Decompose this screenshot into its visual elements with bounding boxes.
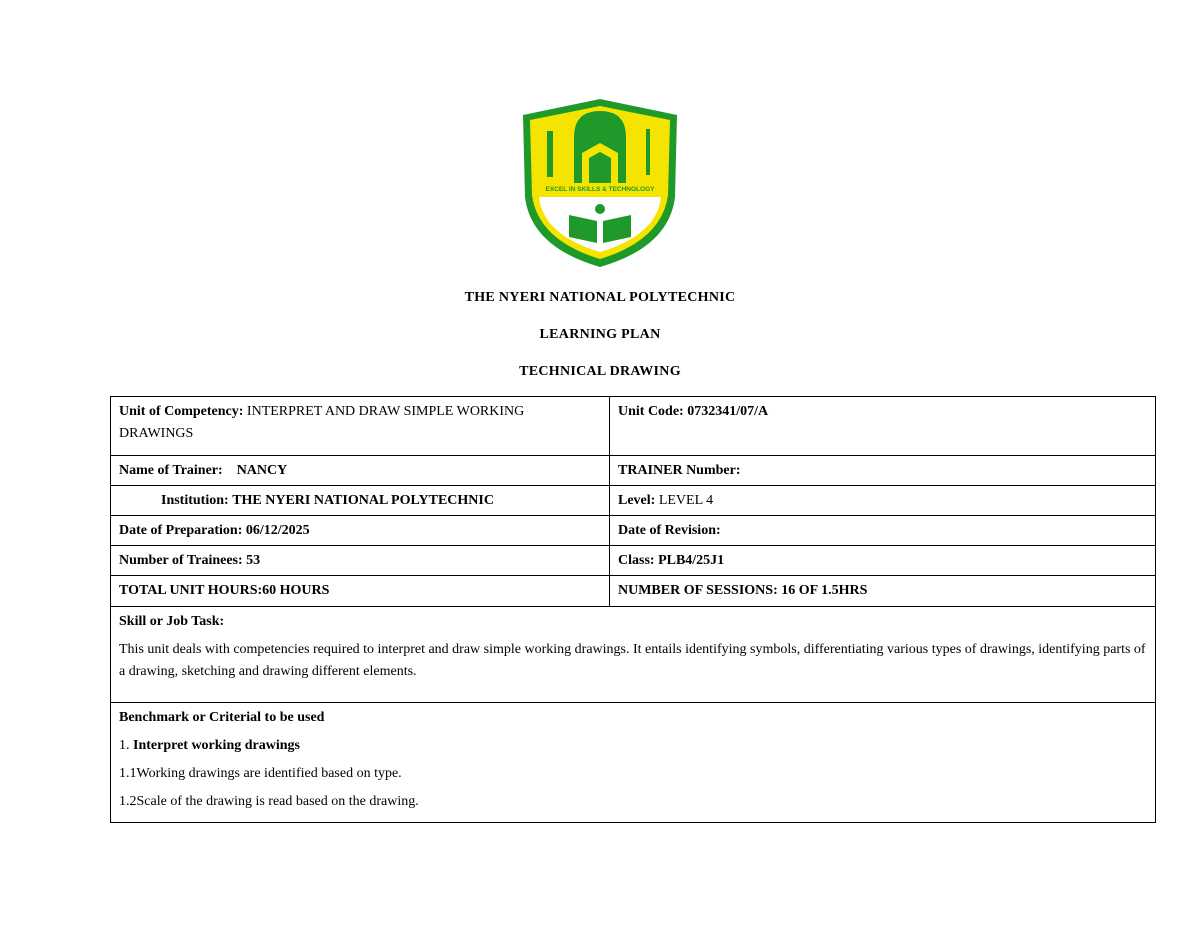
- total-hours-cell: TOTAL UNIT HOURS:60 HOURS: [111, 576, 610, 607]
- subject-title: TECHNICAL DRAWING: [519, 364, 681, 379]
- document-type: LEARNING PLAN: [539, 327, 661, 342]
- class-cell: Class: PLB4/25J1: [610, 546, 1156, 576]
- benchmark-cell: Benchmark or Criterial to be used 1. Interpret working drawings 1.1Working drawings are identified based on type. 1.2Scale of the drawing is read based on the drawing.: [111, 703, 1156, 823]
- skill-task-cell: Skill or Job Task: This unit deals with competencies required to interpret and draw simple working drawings. It entails identifying symbols, differentiating various types of drawings, identifying parts of a drawing, sketching and drawing different elements.: [111, 607, 1156, 703]
- date-preparation-cell: Date of Preparation: 06/12/2025: [111, 516, 610, 546]
- date-revision-cell: Date of Revision:: [610, 516, 1156, 546]
- unit-code-cell: Unit Code: 0732341/07/A: [610, 397, 1156, 456]
- trainer-number-cell: TRAINER Number:: [610, 456, 1156, 486]
- unit-competency-cell: Unit of Competency: INTERPRET AND DRAW SIMPLE WORKING DRAWINGS: [111, 397, 610, 456]
- svg-text:EXCEL IN SKILLS & TECHNOLOGY: EXCEL IN SKILLS & TECHNOLOGY: [545, 186, 655, 193]
- trainer-name-cell: Name of Trainer: NANCY: [111, 456, 610, 486]
- benchmark-item: 1.2Scale of the drawing is read based on the drawing.: [119, 794, 419, 809]
- polytechnic-logo: [519, 97, 681, 269]
- institution-cell: Institution: THE NYERI NATIONAL POLYTECHNIC: [111, 486, 610, 516]
- institution-title: THE NYERI NATIONAL POLYTECHNIC: [464, 290, 736, 305]
- learning-plan-table: [110, 396, 1156, 823]
- sessions-cell: NUMBER OF SESSIONS: 16 OF 1.5HRS: [610, 576, 1156, 607]
- level-cell: Level: LEVEL 4: [610, 486, 1156, 516]
- benchmark-item: 1.1Working drawings are identified based on type.: [119, 766, 402, 781]
- trainees-cell: Number of Trainees: 53: [111, 546, 610, 576]
